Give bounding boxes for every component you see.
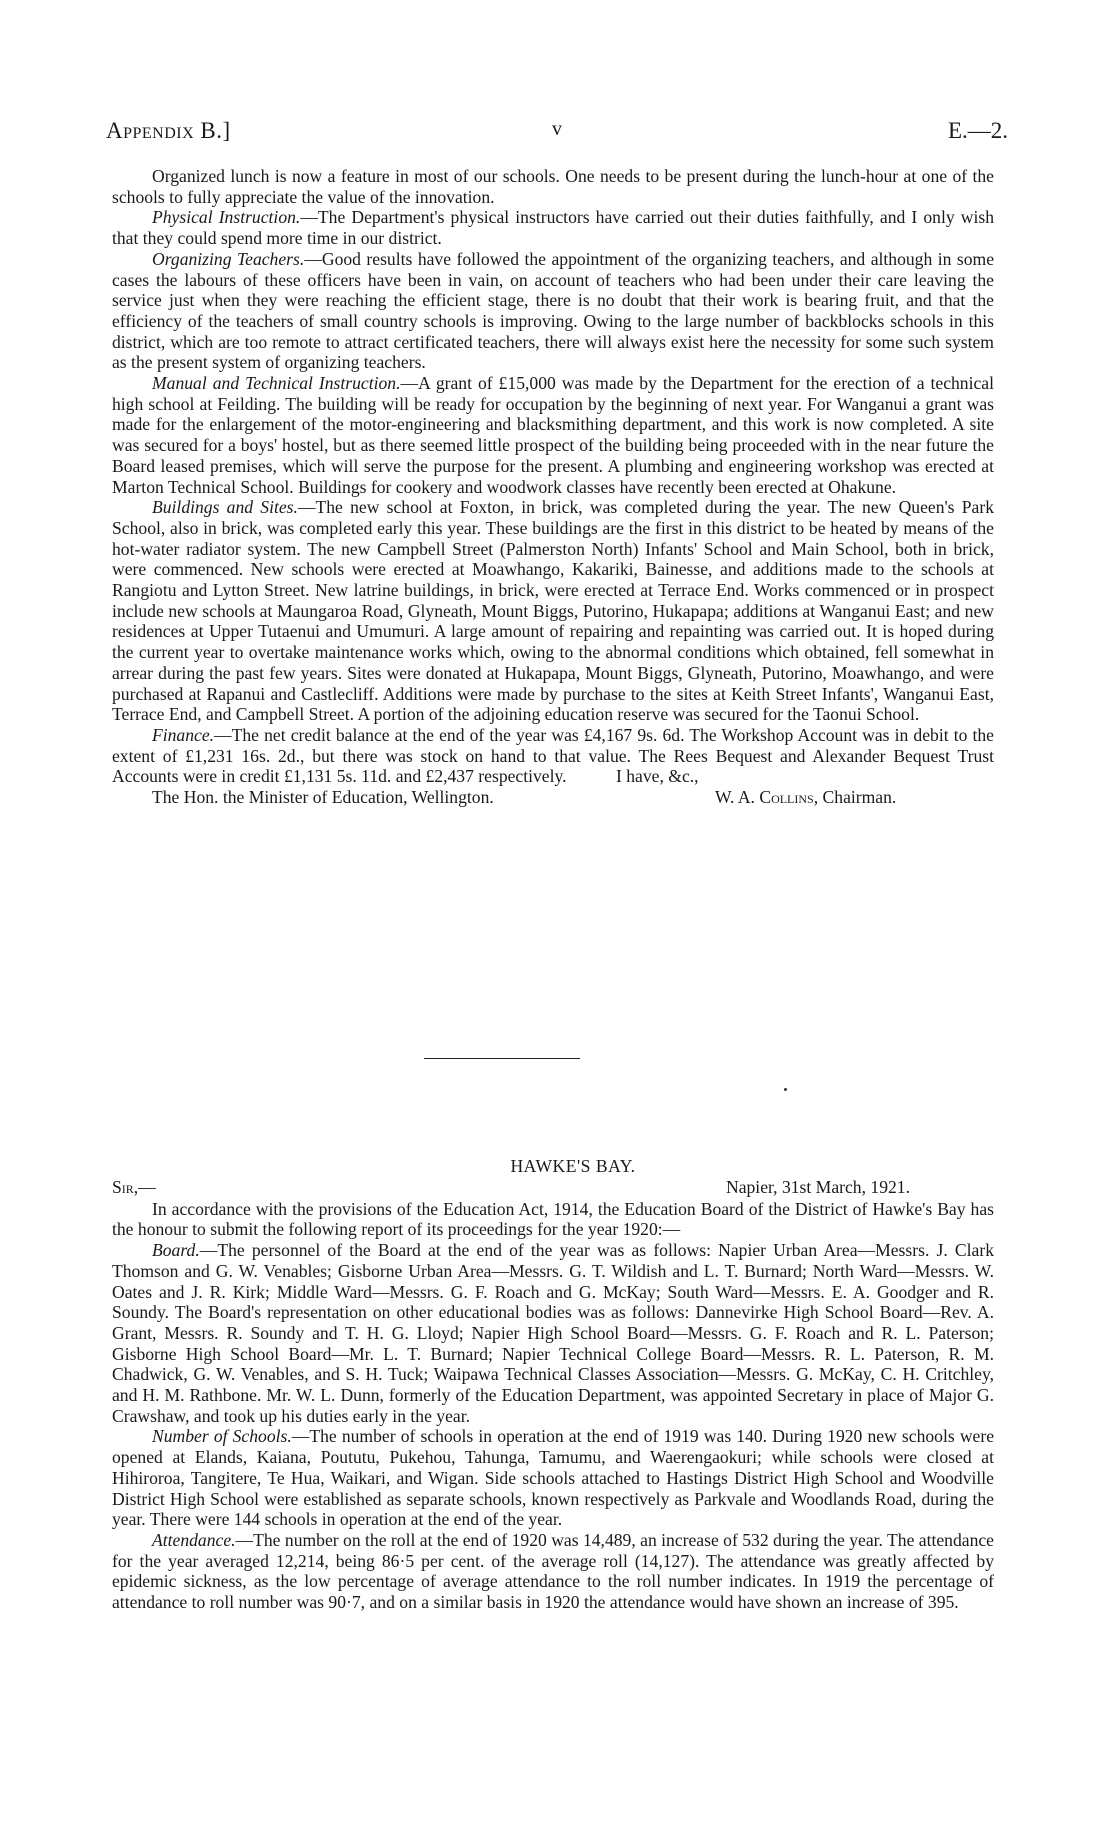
- paragraph-introduction: In accordance with the provisions of the Education Act, 1914, the Education Board of the District of Hawke's Bay has the honour to submit the following report of its proceedings for the year 1920:—: [112, 1198, 994, 1240]
- section-heading: HAWKE'S BAY.: [510, 1156, 636, 1176]
- wanganui-report-conclusion: [112, 166, 994, 808]
- paragraph-number-of-schools: Number of Schools.—The number of schools in operation at the end of 1919 was 140. During 1920 new schools were opened at Elands, Kaiana, Poututu, Pukehou, Tahunga, Tamumu, and Waerengaokuri; while schools were closed at Hihiroroa, Tangitere, Te Hua, Waikari, and Wigan. Side schools attached to Hastings District High School and Woodville District High School were established as separate schools, known respectively as Parkvale and Woodlands Road, during the year. There were 144 schools in operation at the end of the year.: [112, 1426, 995, 1530]
- paragraph-attendance: Attendance.—The number on the roll at the end of 1920 was 14,489, an increase of 532 during the year. The attendance for the year averaged 12,214, being 86·5 per cent. of the average roll (14,127). The attendance was greatly affected by epidemic sickness, as the low percentage of average attendance to the roll number indicates. In 1919 the percentage of attendance to roll number was 90·7, and on a similar basis in 1920 the attendance would have shown an increase of 395.: [112, 1529, 994, 1613]
- header-paper-code: E.—2.: [947, 118, 1008, 143]
- header-page-number: v: [552, 118, 562, 140]
- paragraph-board: Board.—The personnel of the Board at the end of the year was as follows: Napier Urban Area—Messrs. J. Clark Thomson and G. W. Venables; Gisborne Urban Area—Messrs. G. T. Wildish and L. T. Burnard; North Ward—Messrs. W. Oates and J. R. Kirk; Middle Ward—Messrs. G. F. Roach and G. McKay; South Ward—Messrs. E. A. Goodger and R. Soundy. The Board's representation on other educational bodies was as follows: Dannevirke High School Board—Rev. A. Grant, Messrs. R. Soundy and T. H. G. Lloyd; Napier High School Board—Messrs. G. F. Roach and R. L. Paterson; Gisborne High School Board—Mr. L. T. Burnard; Napier Technical College Board—Messrs. R. L. Paterson, R. M. Chadwick, G. W. Venables, and S. H. Tuck; Waipawa Technical Classes Association—Messrs. G. McKay, C. H. Critchley, and H. M. Rathbone. Mr. W. L. Dunn, formerly of the Education Department, was appointed Secretary in place of Major G. Crawshaw, and took up his duties early in the year.: [112, 1240, 994, 1426]
- closing-phrase: I have, &c.,: [616, 766, 699, 787]
- hawkes-bay-report: [112, 1156, 994, 1613]
- paragraph-manual-technical: Manual and Technical Instruction.—A grant of £15,000 was made by the Department for the erection of a technical high school at Feilding. The building will be ready for occupation by the beginning of next year. For Wanganui a grant was made for the enlargement of the motor-engineering and blacksmithing department, and this work is now completed. A site was secured for a boys' hostel, but as there seemed little prospect of the building being proceeded with in the near future the Board leased premises, which will serve the purpose for the present. A plumbing and engineering workshop was erected at Marton Technical School. Buildings for cookery and woodwork classes have recently been erected at Ohakune.: [112, 373, 994, 497]
- paragraph-label: Manual and Technical Instruction.: [152, 373, 401, 394]
- section-divider: [424, 1058, 580, 1059]
- paragraph-label: Finance.: [152, 724, 215, 745]
- paragraph-label: Physical Instruction.: [152, 207, 301, 228]
- paragraph-label: Attendance.: [152, 1529, 236, 1550]
- page-header: [106, 118, 1008, 148]
- salutation-line: [112, 1177, 994, 1199]
- print-speck: [784, 1088, 787, 1091]
- paragraph-label: Number of Schools.: [152, 1426, 292, 1447]
- paragraph-lunch: Organized lunch is now a feature in most of our schools. One needs to be present during the lunch-hour at one of the schools to fully appreciate the value of the innovation.: [112, 166, 994, 207]
- paragraph-finance: Finance.—The net credit balance at the end of the year was £4,167 9s. 6d. The Workshop Account was in debit to the extent of £1,231 16s. 2d., but there was stock on hand to that value. The Rees Bequest and Alexander Bequest Trust Accounts were in credit £1,131 5s. 11d. and £2,437 respectively.: [112, 724, 994, 787]
- addressee: The Hon. the Minister of Education, Wellington.: [152, 787, 494, 808]
- paragraph-label: Organizing Teachers.: [152, 248, 305, 269]
- signature: W. A. Collins, Chairman.: [715, 787, 897, 808]
- paragraph-buildings-sites: Buildings and Sites.—The new school at Foxton, in brick, was completed during the year. The new Queen's Park School, also in brick, was completed early this year. These buildings are the first in this district to be heated by means of the hot-water radiator system. The new Campbell Street (Palmerston North) Infants' School and Main School, both in brick, were commenced. New schools were erected at Moawhango, Kakariki, Bainesse, and additions made to the schools at Rangiotu and Lytton Street. New latrine buildings, in brick, were erected at Terrace End. Works commenced or in prospect include new schools at Maungaroa Road, Glyneath, Mount Biggs, Putorino, Hukapapa; additions at Wanganui East; and new residences at Upper Tutaenui and Umumuri. A large amount of repairing and repainting was carried out. It is hoped during the current year to overtake maintenance works which, owing to the abnormal conditions which obtained, fell somewhat in arrear during the past few years. Sites were donated at Hukapapa, Mount Biggs, Glyneath, Putorino, Moawhango, and were purchased at Rapanui and Castlecliff. Additions were made by purchase to the sites at Keith Street Infants', Wanganui East, Terrace End, and Campbell Street. A portion of the adjoining education reserve was secured for the Taonui School.: [112, 497, 994, 725]
- closing-line: [112, 766, 994, 787]
- paragraph-label: Board.: [152, 1240, 200, 1261]
- signature-line: [112, 787, 994, 808]
- paragraph-organizing-teachers: Organizing Teachers.—Good results have followed the appointment of the organizing teachers, and although in some cases the labours of these officers have been in vain, on account of teachers who had been under their care leaving the service just when they were reaching the efficient stage, there is no doubt that their work is bearing fruit, and that the efficiency of the teachers of small country schools is improving. Owing to the large number of backblocks schools in this district, which are too remote to attract certificated teachers, there will always exist here the necessity for some such system as the present system of organizing teachers.: [112, 248, 995, 373]
- salutation: Sir,—: [112, 1176, 156, 1197]
- paragraph-physical-instruction: Physical Instruction.—The Department's physical instructors have carried out their duties faithfully, and I only wish that they could spend more time in our district.: [112, 207, 995, 249]
- place-date: Napier, 31st March, 1921.: [726, 1176, 910, 1197]
- header-appendix: Appendix B.]: [106, 118, 231, 143]
- paragraph-label: Buildings and Sites.: [152, 497, 298, 518]
